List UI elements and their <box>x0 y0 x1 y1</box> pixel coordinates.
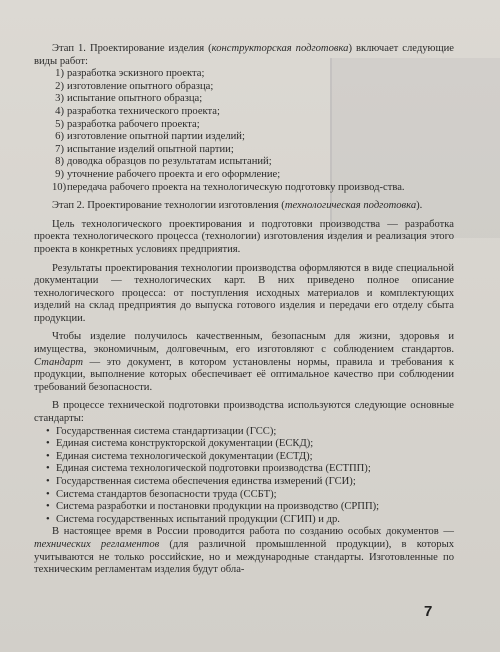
list-item: • Государственная система стандартизации (ГСС); <box>56 426 454 439</box>
stage2-paragraph: Этап 2. Проектирование технологии изготовления (технологическая подготовка). <box>52 200 423 212</box>
standard-paragraph: Чтобы изделие получилось качественным, безопасным для жизни, здоровья и имущества, экономичным, долговечным, его изготовляют с соблюдением стандартов. Стандарт — это документ, в котором установлены нормы, правила и требования к продукции, выполнение которых обеспечивает её оптимальное качество при соблюдении требований безопасности. <box>34 331 454 393</box>
stage2-italic: технологическая подготовка <box>284 200 417 212</box>
list-item: • Система разработки и постановки продукции на производство (СРПП); <box>56 501 454 514</box>
standards-intro: В процессе технической подготовки производства используются следующие основные стандарты: <box>34 400 454 425</box>
page-body <box>34 43 454 577</box>
regulations-term: технических регламентов <box>34 538 160 550</box>
standard-term: Стандарт <box>34 356 84 368</box>
list-item: 8) доводка образцов по результатам испытаний; <box>55 156 272 168</box>
list-item: 9) уточнение рабочего проекта и его оформление; <box>55 168 281 180</box>
stage1-list <box>34 68 454 194</box>
list-item: • Единая система конструкторской документации (ЕСКД); <box>56 438 454 451</box>
list-item: 4) разработка технического проекта; <box>55 105 220 117</box>
list-item: • Единая система технологической подготовки производства (ЕСТПП); <box>56 463 454 476</box>
standards-list <box>34 426 454 527</box>
list-item: • Система государственных испытаний продукции (СГИП) и др. <box>56 514 454 527</box>
results-paragraph: Результаты проектирования технологии производства оформляются в виде специальной документации — технологических карт. В них приведено полное описание технологического процесса: от поступления исходных материалов и комплектующих изделий на склад предприятия до выпуска готового изделия и передачи его отделу сбыта продукции. <box>34 262 454 324</box>
list-item: • Единая система технологической документации (ЕСТД); <box>56 451 454 464</box>
list-item: 3) испытание опытного образца; <box>55 93 203 105</box>
list-item: 2) изготовление опытного образца; <box>55 80 214 92</box>
list-item: 10)передача рабочего проекта на технологическую подготовку производ-ства. <box>52 181 405 193</box>
list-item: 1) разработка эскизного проекта; <box>55 68 205 80</box>
goal-paragraph: Цель технологического проектирования и подготовки производства — разработка проекта технологического процесса (технологии) изготовления изделия и реализация этого проекта в конкретных условиях предприятия. <box>34 218 454 255</box>
list-item: • Государственная система обеспечения единства измерений (ГСИ); <box>56 476 454 489</box>
list-item: 6) изготовление опытной партии изделий; <box>55 131 245 143</box>
list-item: 5) разработка рабочего проекта; <box>55 118 200 130</box>
list-item: • Система стандартов безопасности труда (ССБТ); <box>56 489 454 502</box>
list-item: 7) испытание изделий опытной партии; <box>55 143 234 155</box>
regulations-paragraph: В настоящее время в России проводится работа по созданию особых документов — технических регламентов (для различной промышленной продукции), в которых учитываются не только российские, но и международные стандарты. Изготовленные по техническим регламентам изделия будут обла- <box>34 526 454 576</box>
stage1-paragraph: Этап 1. Проектирование изделия (конструкторская подготовка) включает следующие виды работ: <box>34 43 454 67</box>
stage1-italic: конструкторская подготовка <box>211 43 349 54</box>
page-number: 7 <box>424 603 433 620</box>
